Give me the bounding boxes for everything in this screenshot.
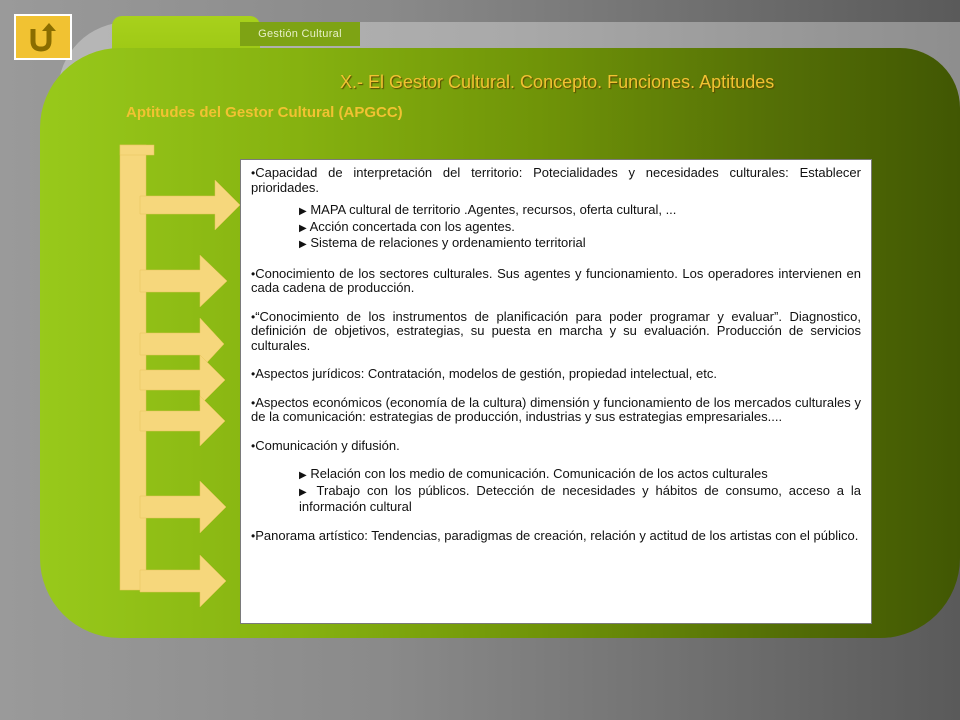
triangle-bullet-icon: ▶ xyxy=(299,206,307,217)
triangle-bullet-icon: ▶ xyxy=(299,222,307,234)
page-title: X.- El Gestor Cultural. Concepto. Funciones. Aptitudes xyxy=(340,72,775,92)
list-item: •Panorama artístico: Tendencias, paradigmas de creación, relación y actitud de los artistas con el público. xyxy=(251,527,859,543)
triangle-bullet-icon: ▶ xyxy=(299,239,307,250)
list-item: •“Conocimiento de los instrumentos de planificación para poder programar y evaluar”. Diagnostico, definición de objetivos, estrategias, su puesta en marcha y su evaluación. Producción de servicios culturales. xyxy=(251,308,861,353)
sub-list-item: ▶ Trabajo con los públicos. Detección de necesidades y hábitos de consumo, acceso a la información cultural xyxy=(299,482,861,514)
list-item: •Comunicación y difusión. xyxy=(251,437,400,453)
sub-list-item: ▶ MAPA cultural de territorio .Agentes, recursos, oferta cultural, ... xyxy=(299,202,677,217)
section-tab[interactable]: Gestión Cultural xyxy=(240,22,360,46)
back-button[interactable] xyxy=(14,14,72,60)
triangle-bullet-icon: ▶ xyxy=(299,470,307,481)
list-item: •Conocimiento de los sectores culturales. Sus agentes y funcionamiento. Los operadores intervienen en cada cadena de producción. xyxy=(251,265,861,295)
u-turn-back-icon xyxy=(26,21,60,53)
sub-list-item: ▶ Acción concertada con los agentes. xyxy=(299,218,515,234)
sub-list-item: ▶ Sistema de relaciones y ordenamiento territorial xyxy=(299,235,586,250)
content-box xyxy=(240,159,872,624)
sub-list-item: ▶ Relación con los medio de comunicación. Comunicación de los actos culturales xyxy=(299,466,768,481)
list-item: •Aspectos económicos (economía de la cultura) dimensión y funcionamiento de los mercados culturales y de la comunicación: estrategias de producción, industrias y sus estrategias empresariales.... xyxy=(251,394,861,424)
triangle-bullet-icon: ▶ xyxy=(299,486,310,498)
list-item: •Aspectos jurídicos: Contratación, modelos de gestión, propiedad intelectual, etc. xyxy=(251,366,717,381)
page-subtitle: Aptitudes del Gestor Cultural (APGCC) xyxy=(126,104,403,121)
list-item: •Capacidad de interpretación del territorio: Potecialidades y necesidades culturales: Establecer prioridades. xyxy=(251,165,861,195)
